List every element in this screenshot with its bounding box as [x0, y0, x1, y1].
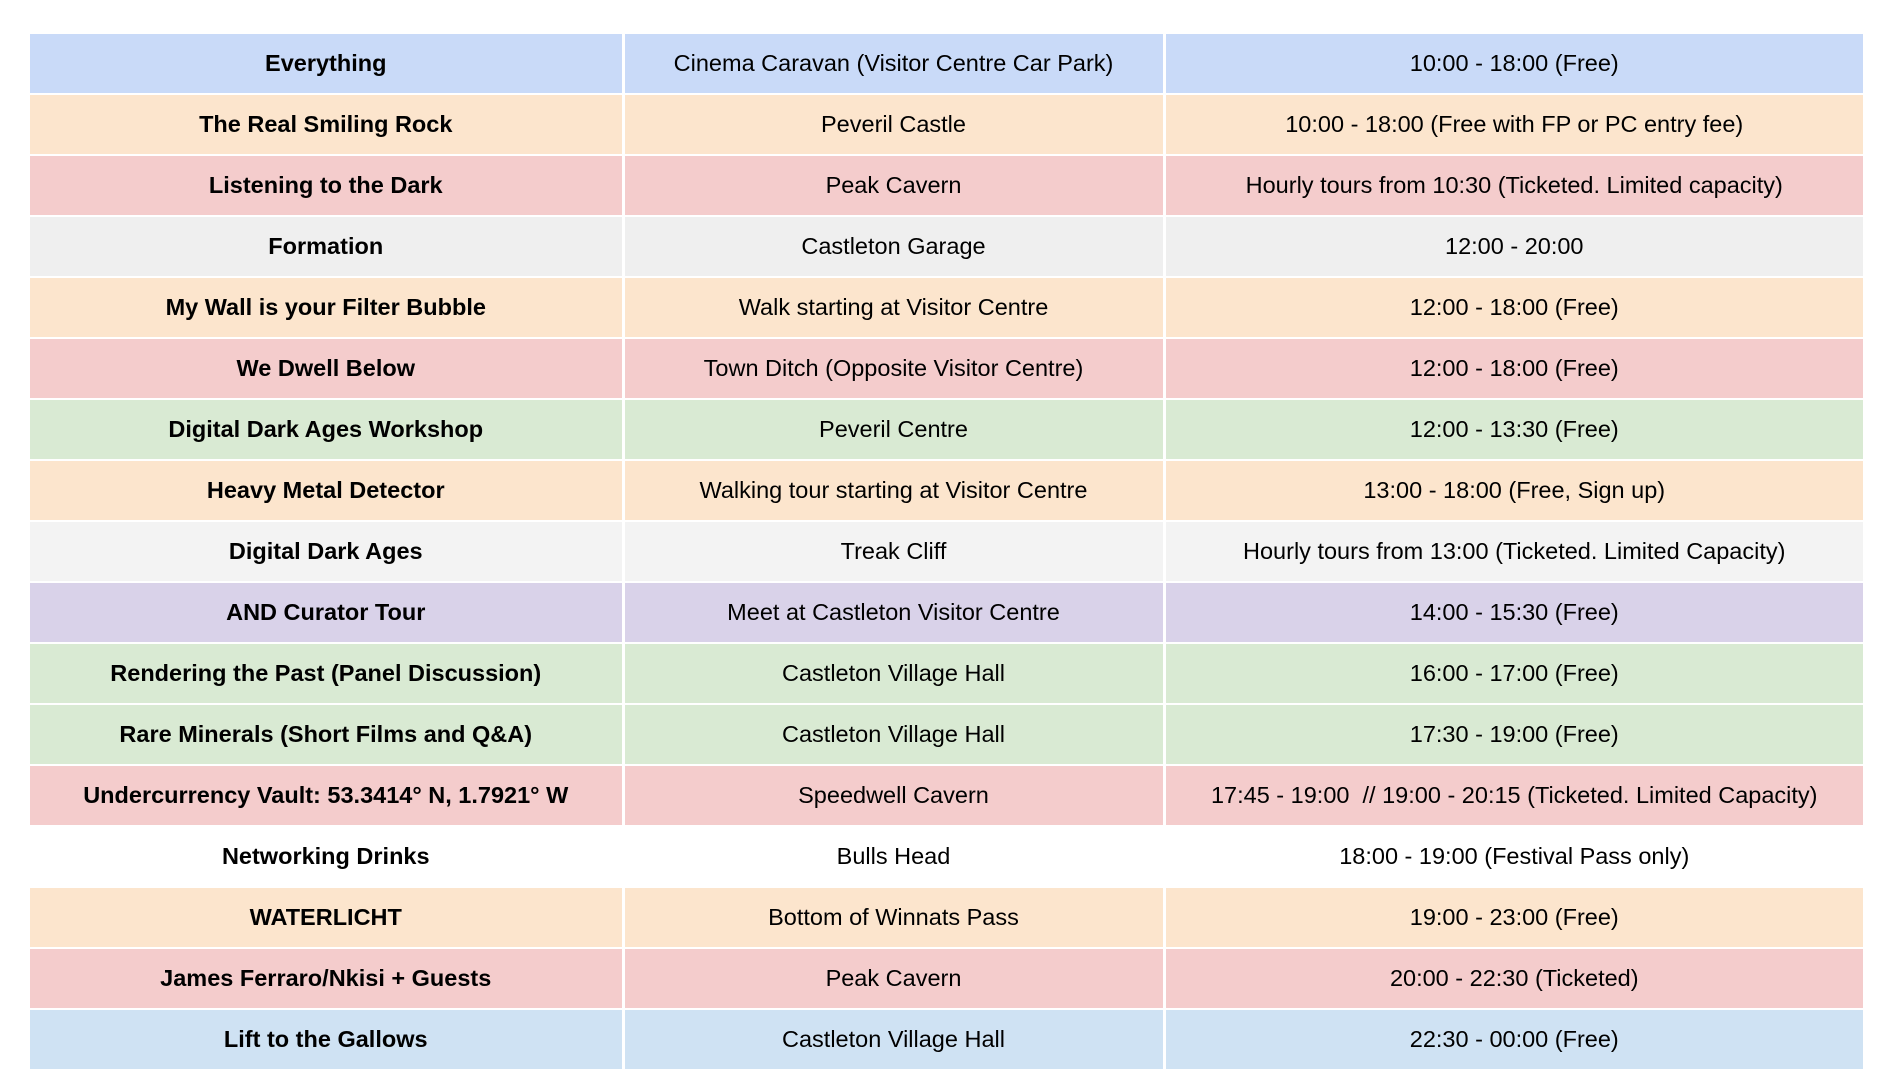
schedule-row [30, 826, 1863, 887]
venue-cell: Castleton Village Hall [623, 1009, 1164, 1070]
schedule-row [30, 521, 1863, 582]
schedule-row [30, 216, 1863, 277]
venue-cell: Peak Cavern [623, 948, 1164, 1009]
schedule-body [30, 34, 1863, 1070]
event-name-cell: We Dwell Below [30, 338, 623, 399]
time-cell: Hourly tours from 13:00 (Ticketed. Limited Capacity) [1164, 521, 1863, 582]
time-cell: 12:00 - 18:00 (Free) [1164, 338, 1863, 399]
event-name-cell: AND Curator Tour [30, 582, 623, 643]
time-cell: 17:45 - 19:00 // 19:00 - 20:15 (Ticketed. Limited Capacity) [1164, 765, 1863, 826]
time-cell: Hourly tours from 10:30 (Ticketed. Limited capacity) [1164, 155, 1863, 216]
time-cell: 12:00 - 13:30 (Free) [1164, 399, 1863, 460]
schedule-row [30, 34, 1863, 94]
event-name-cell: Heavy Metal Detector [30, 460, 623, 521]
schedule-row [30, 643, 1863, 704]
time-cell: 20:00 - 22:30 (Ticketed) [1164, 948, 1863, 1009]
event-name-cell: Rare Minerals (Short Films and Q&A) [30, 704, 623, 765]
time-cell: 18:00 - 19:00 (Festival Pass only) [1164, 826, 1863, 887]
schedule-row [30, 948, 1863, 1009]
schedule-row [30, 277, 1863, 338]
time-cell: 16:00 - 17:00 (Free) [1164, 643, 1863, 704]
venue-cell: Peveril Centre [623, 399, 1164, 460]
schedule-row [30, 582, 1863, 643]
time-cell: 13:00 - 18:00 (Free, Sign up) [1164, 460, 1863, 521]
event-name-cell: Rendering the Past (Panel Discussion) [30, 643, 623, 704]
event-name-cell: James Ferraro/Nkisi + Guests [30, 948, 623, 1009]
venue-cell: Bottom of Winnats Pass [623, 887, 1164, 948]
venue-cell: Walking tour starting at Visitor Centre [623, 460, 1164, 521]
time-cell: 19:00 - 23:00 (Free) [1164, 887, 1863, 948]
schedule-row [30, 704, 1863, 765]
venue-cell: Castleton Garage [623, 216, 1164, 277]
event-name-cell: Everything [30, 34, 623, 94]
venue-cell: Meet at Castleton Visitor Centre [623, 582, 1164, 643]
schedule-row [30, 155, 1863, 216]
event-name-cell: Listening to the Dark [30, 155, 623, 216]
event-name-cell: WATERLICHT [30, 887, 623, 948]
time-cell: 10:00 - 18:00 (Free) [1164, 34, 1863, 94]
venue-cell: Walk starting at Visitor Centre [623, 277, 1164, 338]
schedule-row [30, 94, 1863, 155]
venue-cell: Town Ditch (Opposite Visitor Centre) [623, 338, 1164, 399]
venue-cell: Castleton Village Hall [623, 643, 1164, 704]
time-cell: 17:30 - 19:00 (Free) [1164, 704, 1863, 765]
time-cell: 12:00 - 20:00 [1164, 216, 1863, 277]
venue-cell: Peak Cavern [623, 155, 1164, 216]
schedule-table [30, 34, 1863, 1071]
time-cell: 12:00 - 18:00 (Free) [1164, 277, 1863, 338]
schedule-row [30, 1009, 1863, 1070]
event-name-cell: Undercurrency Vault: 53.3414° N, 1.7921° W [30, 765, 623, 826]
venue-cell: Bulls Head [623, 826, 1164, 887]
event-name-cell: Digital Dark Ages [30, 521, 623, 582]
event-name-cell: Digital Dark Ages Workshop [30, 399, 623, 460]
event-name-cell: Formation [30, 216, 623, 277]
event-name-cell: The Real Smiling Rock [30, 94, 623, 155]
time-cell: 14:00 - 15:30 (Free) [1164, 582, 1863, 643]
event-name-cell: Lift to the Gallows [30, 1009, 623, 1070]
venue-cell: Castleton Village Hall [623, 704, 1164, 765]
schedule-row [30, 338, 1863, 399]
schedule-row [30, 460, 1863, 521]
schedule-row [30, 887, 1863, 948]
venue-cell: Cinema Caravan (Visitor Centre Car Park) [623, 34, 1164, 94]
time-cell: 10:00 - 18:00 (Free with FP or PC entry fee) [1164, 94, 1863, 155]
schedule-row [30, 765, 1863, 826]
event-name-cell: Networking Drinks [30, 826, 623, 887]
venue-cell: Treak Cliff [623, 521, 1164, 582]
time-cell: 22:30 - 00:00 (Free) [1164, 1009, 1863, 1070]
venue-cell: Speedwell Cavern [623, 765, 1164, 826]
venue-cell: Peveril Castle [623, 94, 1164, 155]
schedule-row [30, 399, 1863, 460]
event-name-cell: My Wall is your Filter Bubble [30, 277, 623, 338]
